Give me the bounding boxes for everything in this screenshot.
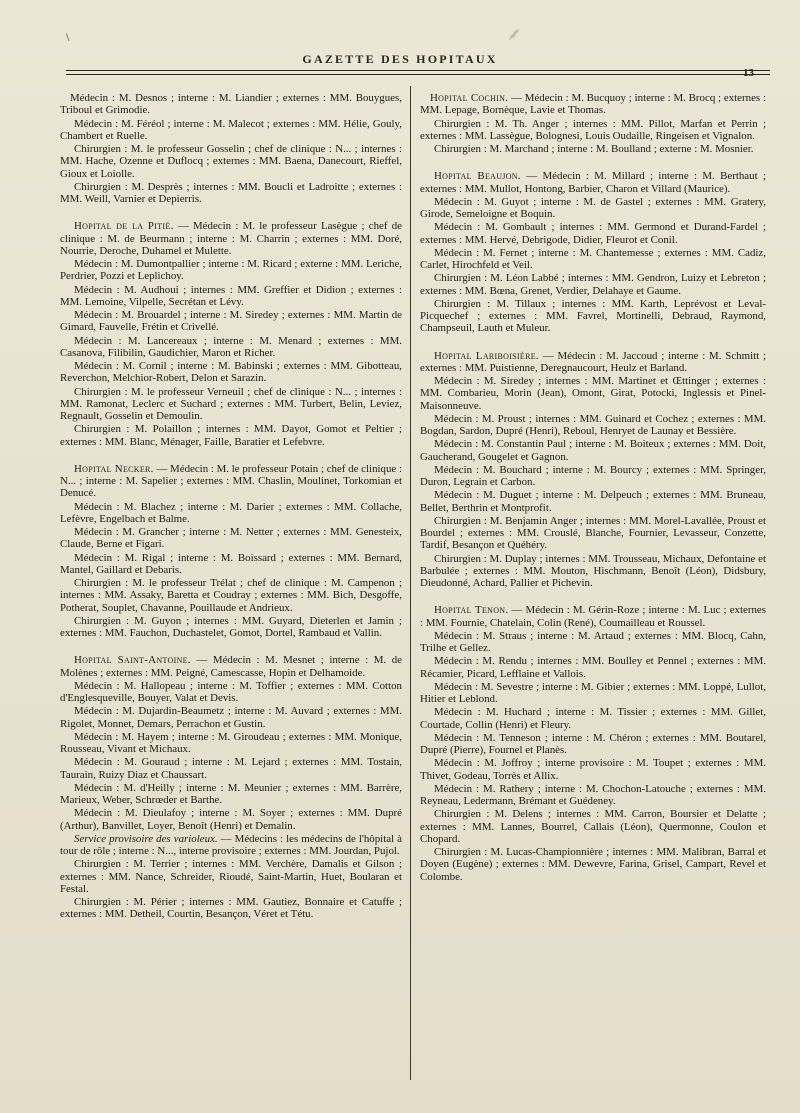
paragraph: Médecin : M. Dieulafoy ; interne : M. Soyer ; externes : MM. Dupré (Arthur), Banvillet, Loyer, Benoît (Henri) et Demalin. — [60, 807, 402, 832]
paragraph: Médecin : M. Proust ; internes : MM. Guinard et Cochez ; externes : MM. Bogdan, Sardon, Dupré (Henri), Reboul, Henryet de Launay et Bessière. — [420, 412, 766, 437]
paragraph: Chirurgien : M. le professeur Verneuil ; chef de clinique : N... ; internes : MM. Ramonat, Leclerc et Suchard ; externes : MM. Turbert, Belin, Leviez, Regnault, Gosselin et Demoulin. — [60, 385, 402, 422]
paragraph: Médecin : M. Audhoui ; internes : MM. Greffier et Didion ; externes : MM. Lemoine, Vilpelle, Secrétan et Lévy. — [60, 283, 402, 308]
paragraph: Chirurgien : M. Desprès ; internes : MM. Boucli et Ladroitte ; externes : MM. Weill, Varnier et Depierris. — [60, 180, 402, 205]
hospital-name: Hopital Lariboisière. — [434, 349, 539, 362]
page-title: GAZETTE DES HOPITAUX — [302, 52, 498, 66]
paragraph: Médecin : M. Brouardel ; interne : M. Siredey ; externes : MM. Martin de Gimard, Fauvelle, Frétin et Crivellé. — [60, 309, 402, 334]
paragraph: Médecin : M. Siredey ; internes : MM. Martinet et Œttinger ; externes : MM. Combarieu, Morin (Jean), Omont, Girat, Potocki, Inglessis et Pinel-Maisonneuve. — [420, 375, 766, 412]
hospital-section-beaujon: Hopital Beaujon. — Médecin : M. Millard ; interne : M. Berthaut ; externes : MM. Mullot, Hontong, Barbier, Charon et Villard (Maurice). — [420, 170, 766, 195]
paragraph: Chirurgien : M. Périer ; internes : MM. Gautiez, Bonnaire et Catuffe ; externes : MM. Detheil, Courtin, Besançon, Véret et Tétu. — [60, 896, 402, 921]
hospital-section-cochin: Hopital Cochin. — Médecin : M. Bucquoy ; interne : M. Brocq ; externes : MM. Lepage, Bornèque, Lavie et Thomas. — [420, 92, 766, 117]
paragraph: Médecin : M. Bouchard ; interne : M. Bourcy ; externes : MM. Springer, Duron, Legrain et Carbon. — [420, 463, 766, 488]
paragraph: Médecin : M. Duguet ; interne : M. Delpeuch ; externes : MM. Bruneau, Bellet, Berthrin et Montprofit. — [420, 489, 766, 514]
paragraph: Médecin : M. Constantin Paul ; interne : M. Boiteux ; externes : MM. Doit, Gaucherand, Gougelet et Gagnon. — [420, 438, 766, 463]
paragraph: Médecin : M. Guyot ; interne : M. de Gastel ; externes : MM. Gratery, Girode, Semeloigne et Boquin. — [420, 195, 766, 220]
paragraph: Médecin : M. Hayem ; interne : M. Giroudeau ; externes : MM. Monique, Rousseau, Vivant et Michaux. — [60, 730, 402, 755]
paragraph: Médecin : M. Straus ; interne : M. Artaud ; externes : MM. Blocq, Cahn, Trilhe et Gellez. — [420, 629, 766, 654]
paragraph: Chirurgien : M. Lucas-Championnière ; internes : MM. Malibran, Barral et Doyen (Eugène) ; externes : MM. Dewevre, Farina, Grisel, Campart, Revel et Colombe. — [420, 846, 766, 883]
hospital-section-saint-antoine: Hopital Saint-Antoine. — Médecin : M. Mesnet ; interne : M. de Molènes ; externes : MM. Peigné, Camescasse, Hopin et Delhamoide. — [60, 654, 402, 679]
paragraph: Médecin : M. Joffroy ; interne provisoire : M. Toupet ; externes : MM. Thivet, Godeau, Torrès et Allix. — [420, 757, 766, 782]
paragraph: Médecin : M. Cornil ; interne : M. Babinski ; externes : MM. Gibotteau, Reverchon, Melchior-Robert, Delon et Sarazin. — [60, 360, 402, 385]
hospital-section-pitie: Hopital de la Pitié. — Médecin : M. le professeur Lasègue ; chef de clinique : M. de Beurmann ; interne : M. Charrin ; externes : MM. Doré, Nourrie, Deroche, Duhamel et Mulette. — [60, 220, 402, 257]
paragraph: Médecin : M. Desnos ; interne : M. Liandier ; externes : MM. Bouygues, Triboul et Grimodie. — [60, 92, 402, 117]
paragraph: Médecin : M. Féréol ; interne : M. Malecot ; externes : MM. Hélie, Gouly, Chambert et Ruelle. — [60, 117, 402, 142]
paragraph: Chirurgien : M. Benjamin Anger ; internes : MM. Morel-Lavallée, Proust et Bourdel ; externes : MM. Crouslé, Blanche, Fournier, Levasseur, Conzette, Tardif, Besançon et Quéhéry. — [420, 514, 766, 552]
paragraph: Chirurgien : M. le professeur Trélat ; chef de clinique : M. Campenon ; internes : MM. Assaky, Baretta et Coudray ; externes : MM. Bich, Desgoffe, Potherat, Souplet, Chavanne, Pouillaude et Andrieux. — [60, 577, 402, 614]
paragraph: Médecin : M. Gouraud ; interne : M. Lejard ; externes : MM. Tostain, Taurain, Ruizy Diaz et Chaussart. — [60, 756, 402, 781]
paragraph: Médecin : M. Gombault ; internes : MM. Germond et Durand-Fardel ; externes : MM. Hervé, Debrigode, Didier, Fleurot et Conil. — [420, 221, 766, 246]
hospital-name: Hopital Saint-Antoine. — [74, 654, 191, 667]
hospital-name: Hopital Necker. — [74, 462, 154, 475]
hospital-section-lariboisiere: Hopital Lariboisière. — Médecin : M. Jaccoud ; interne : M. Schmitt ; externes : MM. Puistienne, Deregnaucourt, Heulz et Barland. — [420, 349, 766, 374]
paragraph: Médecin : M. Fernet ; interne : M. Chantemesse ; externes : MM. Cadiz, Carlet, Hirochfeld et Veil. — [420, 246, 766, 271]
hospital-name: Hopital Cochin. — [430, 92, 509, 104]
paragraph: Chirurgien : M. Guyon ; internes : MM. Guyard, Dieterlen et Jamin ; externes : MM. Fauchon, Duchastelet, Gomot, Dortel, Rambaud et Vallin. — [60, 614, 402, 639]
hospital-section-necker: Hopital Necker. — Médecin : M. le professeur Potain ; chef de clinique : N... ; interne : M. Sapelier ; externes : MM. Chaslin, Moulinet, Torkomian et Denucé. — [60, 462, 403, 500]
paragraph: Médecin : M. d'Heilly ; interne : M. Meunier ; externes : MM. Barrère, Marieux, Weber, Schrœder et Barthe. — [60, 781, 402, 806]
hospital-section-tenon: Hopital Tenon. — Médecin : M. Gérin-Roze ; interne : M. Luc ; externes : MM. Fournie, Chatelain, Colin (René), Coumailleau et Roussel. — [420, 604, 766, 629]
header-rule-thick — [66, 70, 770, 71]
paragraph: Chirurgien : M. Th. Anger ; internes : MM. Pillot, Marfan et Perrin ; externes : MM. Lassègue, Bolognesi, Louis Oudaille, Ringeisen et Vignalon. — [420, 117, 766, 142]
hospital-name: Hopital Beaujon. — [434, 170, 521, 183]
paragraph: Chirurgien : M. Terrier ; internes : MM. Verchère, Damalis et Gilson ; externes : MM. Nance, Schreider, Rioudé, Saint-Martin, Huet, Boularan et Festal. — [60, 858, 402, 895]
paragraph: Chirurgien : M. Tillaux ; internes : MM. Karth, Leprévost et Leval-Picquechef ; externes : MM. Favrel, Mortinelli, Debraud, Raymond, Champseuil, Lauth et Muleur. — [420, 297, 766, 335]
paragraph: Médecin : M. Lancereaux ; interne : M. Menard ; externes : MM. Casanova, Filibilin, Gaudichier, Maron et Richer. — [60, 334, 402, 359]
paragraph: Chirurgien : M. Léon Labbé ; internes : MM. Gendron, Luizy et Lebreton ; externes : MM. Bœna, Grenet, Verdier, Delahaye et Gaume. — [420, 272, 766, 297]
left-column — [60, 92, 402, 922]
paragraph: Médecin : M. Grancher ; interne : M. Netter ; externes : MM. Genesteix, Claude, Berne et Figari. — [60, 526, 402, 551]
corner-mark: \ — [66, 30, 70, 44]
paragraph: Médecin : M. Sevestre ; interne : M. Gibier ; externes : MM. Loppé, Lullot, Hitier et Leblond. — [420, 680, 766, 705]
paragraph: Chirurgien : M. Polaillon ; internes : MM. Dayot, Gomot et Peltier ; externes : MM. Blanc, Ménager, Faille, Baratier et Lefebvre. — [60, 423, 402, 448]
hospital-name: Hopital Tenon. — [434, 604, 509, 617]
ink-flourish-mark: ⸙ — [506, 24, 520, 44]
header-rule-thin — [66, 74, 770, 75]
paragraph: Chirurgien : M. le professeur Gosselin ; chef de clinique : N... ; internes : MM. Hache, Ozenne et Duflocq ; externes : MM. Baena, Danecourt, Rieffel, Gioux et Loiolle. — [60, 143, 402, 180]
hospital-name: Hopital de la Pitié. — [74, 220, 174, 233]
service-label: Service provisoire des varioleux. — [74, 832, 218, 845]
paragraph: Médecin : M. Rigal ; interne : M. Boissard ; externes : MM. Bernard, Mantel, Gaillard et Debaris. — [60, 551, 402, 576]
paragraph: Médecin : M. Blachez ; interne : M. Darier ; externes : MM. Collache, Lefèvre, Engelbach et Balme. — [60, 500, 402, 525]
page-number: 13 — [743, 67, 754, 79]
paragraph: Médecin : M. Rendu ; internes : MM. Boulley et Pennel ; externes : MM. Récamier, Picard, Lefflaine et Vallois. — [420, 655, 766, 680]
paragraph: Médecin : M. Huchard ; interne : M. Tissier ; externes : MM. Gillet, Courtade, Collin (Henri) et Fleury. — [420, 706, 766, 731]
paragraph: Médecin : M. Hallopeau ; interne : M. Toffier ; externes : MM. Cotton d'Englesqueville, Bouyer, Valat et Devis. — [60, 679, 402, 704]
paragraph: Chirurgien : M. Delens ; internes : MM. Carron, Boursier et Delatte ; externes : MM. Lannes, Bourrel, Callais (Léon), Quermonne, Coulon et Chopard. — [420, 808, 766, 845]
paragraph: Chirurgien : M. Duplay ; internes : MM. Trousseau, Michaux, Defontaine et Barbulée ; externes : MM. Mouton, Hischmann, Benoît (Léon), Didsbury, Dieudonné, Achard, Pallier et Pichevin. — [420, 552, 766, 589]
paragraph: Chirurgien : M. Marchand ; interne : M. Boulland ; externe : M. Mosnier. — [434, 143, 754, 155]
right-column — [420, 92, 766, 884]
paragraph: Médecin : M. Dumontpallier ; interne : M. Ricard ; externe : MM. Leriche, Perdrier, Pozzi et Leplichoy. — [60, 258, 402, 283]
paragraph: Médecin : M. Dujardin-Beaumetz ; interne : M. Auvard ; externes : MM. Rigolet, Monnet, Demars, Perrachon et Gustin. — [60, 705, 402, 730]
paragraph: Médecin : M. Rathery ; interne : M. Chochon-Latouche ; externes : MM. Reyneau, Ledermann, Brémant et Guédeney. — [420, 782, 766, 807]
service-provisoire: Service provisoire des varioleux. — Médecins : les médecins de l'hôpital à tour de rôle ; interne : N..., interne provisoire ; externes : MM. Jourdan, Pujol. — [60, 832, 402, 857]
paragraph: Médecin : M. Tenneson ; interne : M. Chéron ; externes : MM. Boutarel, Dupré (Pierre), Fournel et Planès. — [420, 731, 766, 756]
column-divider — [410, 86, 411, 1080]
